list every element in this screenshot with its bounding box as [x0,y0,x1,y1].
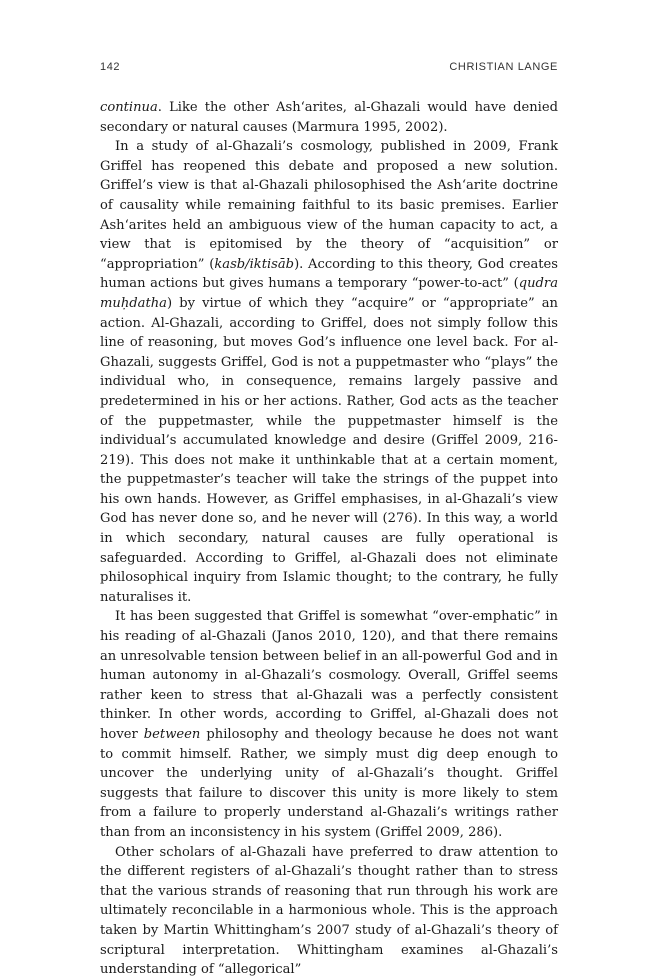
text-span: continua [100,100,158,115]
text-span: . Like the other Ash‘arites, al-Ghazali would have denied secondary or natural causes (Marmura 1995, 2002). [100,100,558,135]
body-text [100,98,558,980]
text-span: ) by virtue of which they “acquire” or “appropriate” an action. Al-Ghazali, according to Griffel, does not simply follow this line of reasoning, but moves God’s influence one level back. For al-Ghazali, suggests Griffel, God is not a puppetmaster who “plays” the individual who, in consequence, remains largely passive and predetermined in his or her actions. Rather, God acts as the teacher of the puppetmaster, while the puppetmaster himself is the individual’s accumulated knowledge and desire (Griffel 2009, 216-219). This does not make it unthinkable that at a certain moment, the puppetmaster’s teacher will take the strings of the puppet into his own hands. However, as Griffel emphasises, in al-Ghazali’s view God has never done so, and he never will (276). In this way, a world in which secondary, natural causes are fully operational is safeguarded. According to Griffel, al-Ghazali does not eliminate philosophical inquiry from Islamic thought; to the contrary, he fully naturalises it. [100,295,558,605]
text-span: between [143,727,201,742]
paragraph [100,137,558,607]
page-number: 142 [100,61,121,73]
paragraph [100,98,558,137]
paragraph [100,607,558,842]
page-header [100,61,558,77]
text-span: ). According to this theory, God creates human actions but gives humans a temporary “power-to-act” ( [100,256,558,292]
text-span: philosophy and theology because he does not want to commit himself. Rather, we simply must dig deep enough to uncover the underlying unity of al-Ghazali’s thought. Griffel suggests that failure to discover this unity is more likely to stem from a failure to properly understand al-Ghazali’s writings rather than from an inconsistency in his system (Griffel 2009, 286). [100,727,558,840]
running-head: CHRISTIAN LANGE [449,61,558,73]
text-span: kasb/iktisāb [214,256,295,272]
text-span: qudra muḥdatha [100,276,558,311]
text-span: It has been suggested that Griffel is somewhat “over-emphatic” in his reading of al-Ghazali (Janos 2010, 120), and that there remains an unresolvable tension between belief in an all-powerful God and in human autonomy in al-Ghazali’s cosmology. Overall, Griffel seems rather keen to stress that al-Ghazali was a perfectly consistent thinker. In other words, according to Griffel, al-Ghazali does not hover [100,609,558,742]
text-span: In a study of al-Ghazali’s cosmology, published in 2009, Frank Griffel has reopened this debate and proposed a new solution. Griffel’s view is that al-Ghazali philosophised the Ash‘arite doctrine of causality while remaining faithful to its basic premises. Earlier Ash‘arites held an ambiguous view of the human capacity to act, a view that is epitomised by the theory of “acquisition” or “appropriation” ( [100,139,558,272]
text-span: Other scholars of al-Ghazali have preferred to draw attention to the different registers of al-Ghazali’s thought rather than to stress that the various strands of reasoning that run through his work are ultimately reconcilable in a harmonious whole. This is the approach taken by Martin Whittingham’s 2007 study of al-Ghazali’s theory of scriptural interpretation. Whittingham examines al-Ghazali’s understanding of “allegorical” [100,844,558,978]
paragraph [100,843,558,980]
